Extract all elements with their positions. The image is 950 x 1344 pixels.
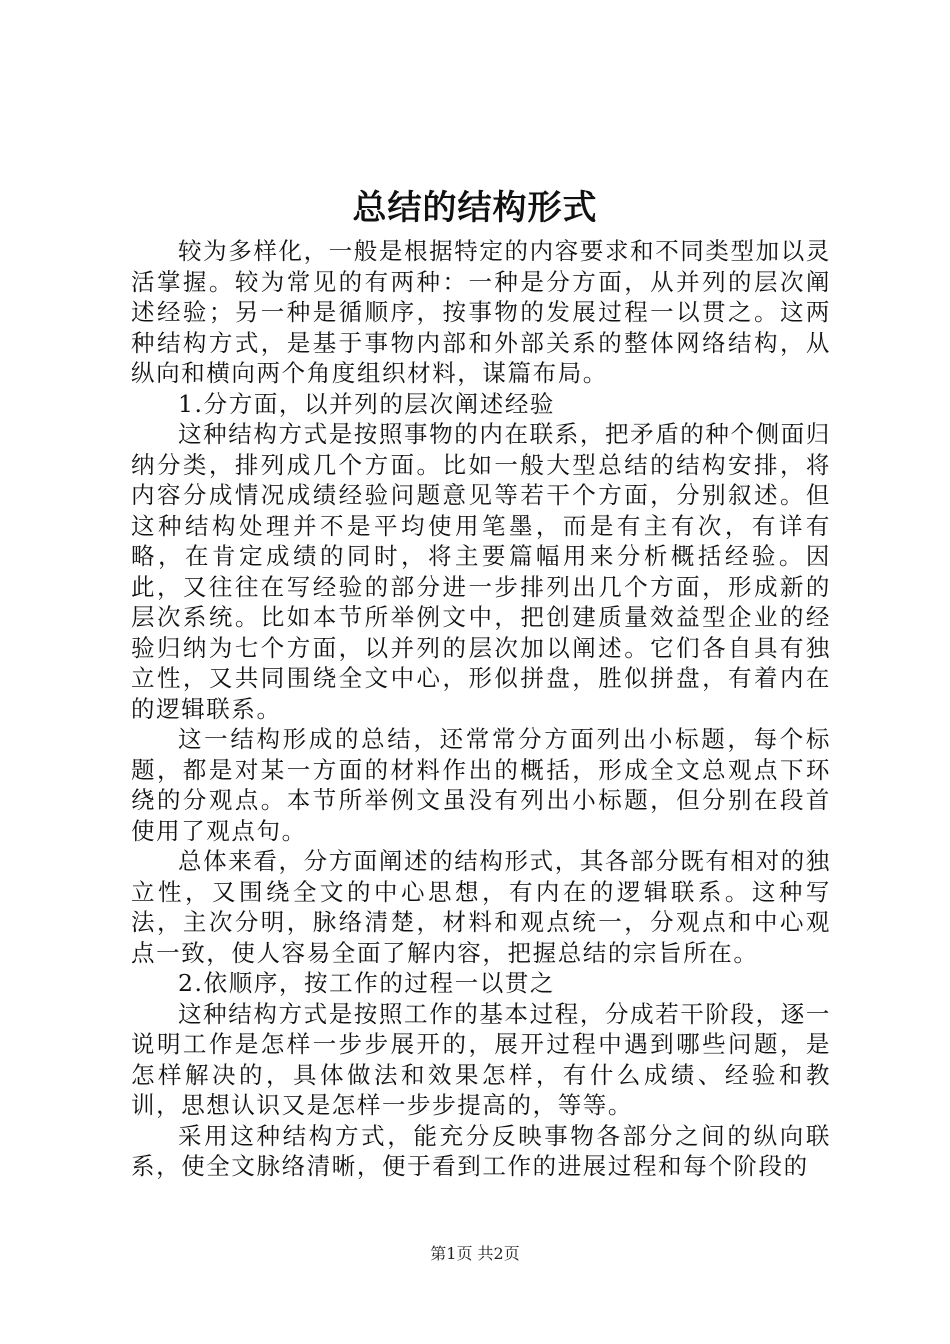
paragraph-section1-body: 这种结构方式是按照事物的内在联系，把矛盾的种个侧面归纳分类，排列成几个方面。比如一般大型总结的结构安排，将内容分成情况成绩经验问题意见等若干个方面，分别叙述。但这种结构处理并不是平均使用笔墨，而是有主有次，有详有略，在肯定成绩的同时，将主要篇幅用来分析概括经验。因此，又往往在写经验的部分进一步排列出几个方面，形成新的层次系统。比如本节所举例文中，把创建质量效益型企业的经验归纳为七个方面，以并列的层次加以阐述。它们各自具有独立性，又共同围绕全文中心，形似拼盘，胜似拼盘，有着内在的逻辑联系。 xyxy=(131,420,831,723)
page-number-footer: 第1页 共2页 xyxy=(430,1244,520,1263)
paragraph-intro: 较为多样化，一般是根据特定的内容要求和不同类型加以灵活掌握。较为常见的有两种：一种是分方面，从并列的层次阐述经验；另一种是循顺序，按事物的发展过程一以贯之。这两种结构方式，是基于事物内部和外部关系的整体网络结构，从纵向和横向两个角度组织材料，谋篇布局。 xyxy=(131,237,831,387)
paragraph-section2-continued: 采用这种结构方式，能充分反映事物各部分之间的纵向联系，使全文脉络清晰，便于看到工作的进展过程和每个阶段的 xyxy=(131,1121,831,1180)
document-body xyxy=(131,236,831,1182)
paragraph-section2-body: 这种结构方式是按照工作的基本过程，分成若干阶段，逐一说明工作是怎样一步步展开的，展开过程中遇到哪些问题，是怎样解决的，具体做法和效果怎样，有什么成绩、经验和教训，思想认识又是怎样一步步提高的，等等。 xyxy=(131,999,831,1119)
paragraph-section1-subtitles: 这一结构形成的总结，还常常分方面列出小标题，每个标题，都是对某一方面的材料作出的概括，形成全文总观点下环绕的分观点。本节所举例文虽没有列出小标题，但分别在段首使用了观点句。 xyxy=(131,725,831,845)
section-heading-1: 1.分方面，以并列的层次阐述经验 xyxy=(178,389,556,418)
paragraph-section1-summary: 总体来看，分方面阐述的结构形式，其各部分既有相对的独立性，又围绕全文的中心思想，有内在的逻辑联系。这种写法，主次分明，脉络清楚，材料和观点统一，分观点和中心观点一致，使人容易全面了解内容，把握总结的宗旨所在。 xyxy=(131,847,831,967)
document-title: 总结的结构形式 xyxy=(352,188,598,228)
section-heading-2: 2.依顺序，按工作的过程一以贯之 xyxy=(178,969,556,997)
